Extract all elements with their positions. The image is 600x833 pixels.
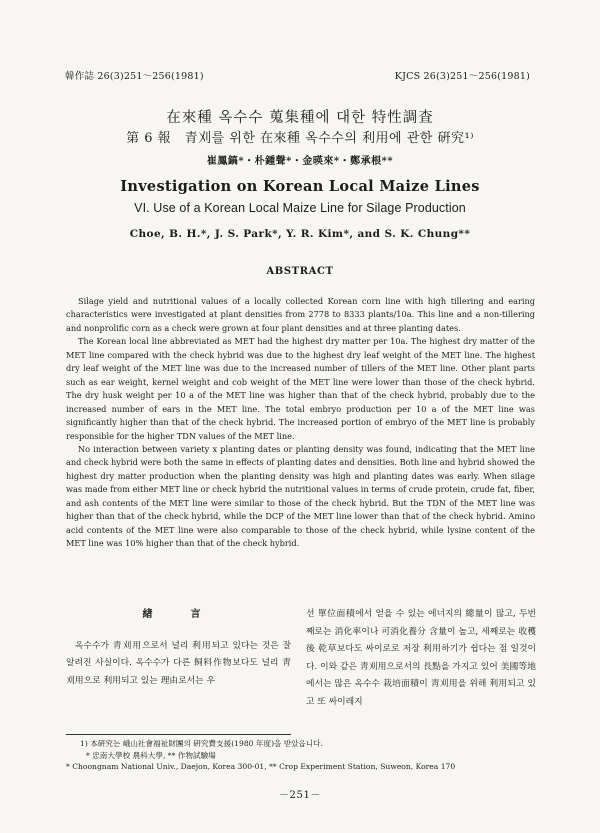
footnote-affiliation-english: * Choongnam National Univ., Daejon, Korea 300-01, ** Crop Experiment Station, Suweon, Korea 170	[66, 762, 456, 771]
english-subtitle: VI. Use of a Korean Local Maize Line for Silage Production	[134, 201, 466, 215]
footnotes	[66, 738, 536, 773]
footnote-affiliation-korean: * 忠南大學校 農科大學, ** 作物試驗場	[86, 750, 216, 760]
abstract-paragraph: No interaction between variety x planting dates or planting density was found, indicating that the MET line and check hybrid were both the same in effects of planting dates and densities. Both line and hybrid showed the highest dry matter production when the planting density was high and planting dates was early. When silage was made from either MET line or check hybrid the nutritional values in terms of crude protein, crude fat, fiber, and ash contents of the MET line were similar to those of the check hybrid. But the TDN of the MET line was higher than that of the check hybrid, while the DCP of the MET line lower than that of the check hybrid. Amino acid contents of the MET line were also comparable to those of the check hybrid, while lysine content of the MET line was 10% higher than that of the check hybrid.	[66, 443, 535, 549]
korean-subtitle: 第 6 報 青刈를 위한 在來種 옥수수의 利用에 관한 硏究¹⁾	[126, 131, 474, 146]
abstract-paragraph: The Korean local line abbreviated as MET had the highest dry matter per 10a. The highest dry matter of the MET line compared with the check hybrid was due to the highest dry leaf weight of the MET line. The highest dry leaf weight of the MET line was due to the increased number of tillers of the MET line. Other plant parts such as ear weight, kernel weight and cob weight of the MET line were lower than those of the check hybrid. The dry husk weight per 10 a of the MET line was higher than that of the check hybrid, probably due to the increased number of ears in the MET line. The total embryo production per 10 a of the MET line was significantly higher than that of the check hybrid. The increased portion of embryo of the MET line is probably responsible for the higher TDN values of the MET line.	[66, 336, 535, 441]
english-title: Investigation on Korean Local Maize Lines	[120, 178, 480, 195]
korean-authors: 崔鳳鎬*・朴鍾聲*・金暎來*・鄭承根**	[206, 156, 394, 167]
korean-title: 在來種 옥수수 蒐集種에 대한 特性調査	[166, 110, 434, 126]
abstract-heading: ABSTRACT	[266, 266, 334, 277]
footnote-divider	[66, 734, 291, 735]
abstract-paragraph: Silage yield and nutritional values of a locally collected Korean corn line with high tillering and earing characteristics were investigated at plant densities from 2778 to 8333 plants/10a. This line and a non-tillering and nonprolific corn as a check were grown at four plant densities and at three planting dates.	[66, 296, 535, 333]
footnote-funding: 1) 本硏究는 峨山社會福祉財團의 硏究費支援(1980 年度)을 받았읍니다.	[80, 739, 323, 748]
introduction-left-column	[66, 606, 291, 690]
abstract-body	[66, 295, 535, 551]
page-number: －251－	[278, 790, 322, 801]
introduction-text-right: 선 單位面積에서 얻을 수 있는 에너지의 總量이 많고, 두번째로는 消化率이나 可消化養分 含量이 높고, 세째로는 收穫 後 乾草보다도 싸이로로 저장 利用하기가 쉽다는 점 일것이다. 이와 같은 靑刈用으로서의 長點을 가지고 있어 美國等地에서는 많은 옥수수 栽培面積이 靑刈用을 위해 利用되고 있고 또 싸이레지	[306, 609, 536, 707]
introduction-right-column	[306, 606, 536, 711]
journal-citation-korean: 韓作誌 26(3)251～256(1981)	[65, 71, 204, 82]
english-authors: Choe, B. H.*, J. S. Park*, Y. R. Kim*, and S. K. Chung**	[129, 228, 471, 240]
introduction-text-left: 옥수수가 靑刈用으로서 널리 利用되고 있다는 것은 잘 알려진 사실이다. 옥수수가 다른 飼料作物보다도 널리 靑刈用으로 利用되고 있는 理由로서는 우	[66, 640, 291, 686]
introduction-heading: 緖 言	[142, 609, 215, 620]
journal-citation-english: KJCS 26(3)251～256(1981)	[394, 71, 530, 82]
